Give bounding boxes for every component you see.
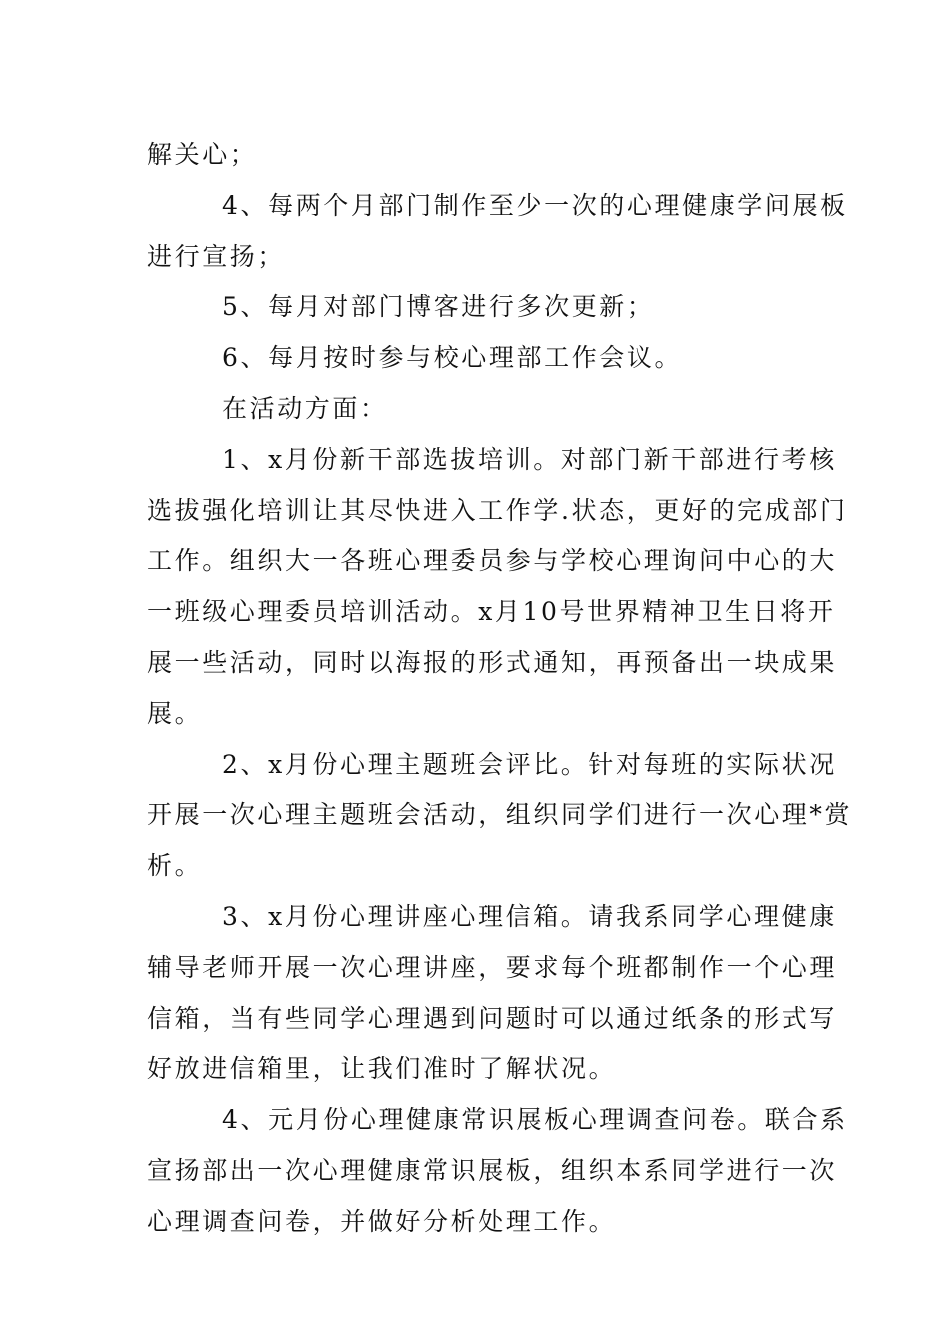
text-line: 开展一次心理主题班会活动，组织同学们进行一次心理*赏 (147, 800, 853, 830)
text-line: 3、x月份心理讲座心理信箱。请我系同学心理健康 (222, 901, 837, 931)
text-line: 好放进信箱里，让我们准时了解状况。 (147, 1054, 617, 1084)
text-line: 2、x月份心理主题班会评比。针对每班的实际状况 (222, 749, 837, 779)
text-line: 1、x月份新干部选拔培训。对部门新干部进行考核 (222, 444, 837, 474)
text-line: 辅导老师开展一次心理讲座，要求每个班都制作一个心理 (147, 952, 838, 982)
text-line: 在活动方面： (222, 393, 388, 423)
text-line: 解关心； (147, 140, 258, 169)
text-line: 心理调查问卷，并做好分析处理工作。 (147, 1206, 617, 1236)
text-line: 4、元月份心理健康常识展板心理调查问卷。联合系 (222, 1105, 848, 1135)
text-line: 展一些活动，同时以海报的形式通知，再预备出一块成果 (147, 647, 838, 677)
text-line: 一班级心理委员培训活动。x月10号世界精神卫生日将开 (147, 597, 836, 627)
text-line: 信箱，当有些同学心理遇到问题时可以通过纸条的形式写 (147, 1003, 838, 1033)
text-line: 4、每两个月部门制作至少一次的心理健康学问展板 (222, 190, 848, 220)
text-line: 5、每月对部门博客进行多次更新； (222, 292, 655, 322)
text-line: 6、每月按时参与校心理部工作会议。 (222, 343, 683, 373)
body-text (147, 130, 853, 1248)
text-line: 选拔强化培训让其尽快进入工作学.状态，更好的完成部门 (147, 495, 848, 525)
text-line: 宣扬部出一次心理健康常识展板，组织本系同学进行一次 (147, 1155, 838, 1185)
text-line: 工作。组织大一各班心理委员参与学校心理询问中心的大 (147, 546, 838, 576)
text-line: 析。 (147, 851, 203, 881)
text-line: 展。 (147, 698, 203, 728)
text-line: 进行宣扬； (147, 241, 286, 271)
